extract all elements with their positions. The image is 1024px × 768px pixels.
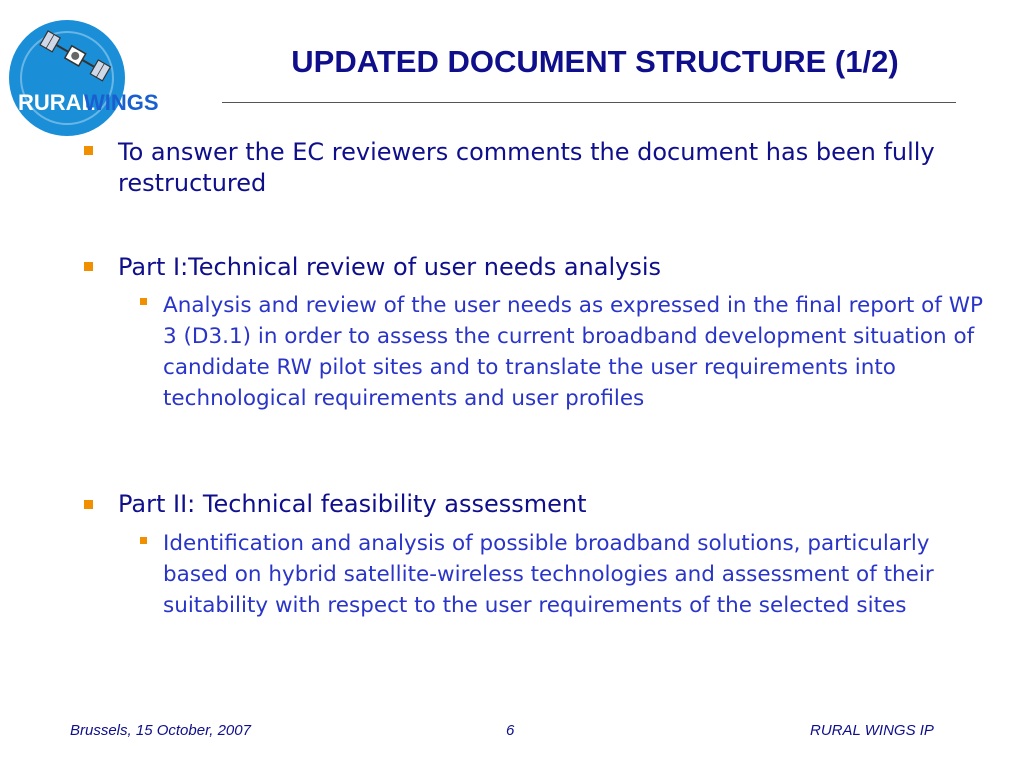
bullet-level1: Part II: Technical feasibility assessment [118, 490, 587, 518]
slide-title: UPDATED DOCUMENT STRUCTURE (1/2) [291, 44, 899, 79]
bullet-level2: Identification and analysis of possible broadband solutions, particularly based on hybrid satellite-wireless technologies and assessment of their suitability with respect to the user requirements of the selected sites [163, 531, 934, 618]
bullet-marker [84, 500, 93, 509]
footer-date: Brussels, 15 October, 2007 [70, 722, 251, 739]
bullet-level1: To answer the EC reviewers comments the document has been fully restructured [118, 138, 935, 197]
bullet-level2: Analysis and review of the user needs as expressed in the final report of WP 3 (D3.1) in order to assess the current broadband development situation of candidate RW pilot sites and to translate the user requirements into technological requirements and user profiles [163, 293, 983, 411]
footer-page-number: 6 [506, 722, 515, 739]
sub-bullet-marker [140, 537, 147, 544]
footer-project: RURAL WINGS IP [810, 722, 934, 739]
logo-text-rural: RURAL [18, 90, 95, 115]
bullet-level1: Part I:Technical review of user needs analysis [118, 253, 662, 281]
sub-bullet-marker [140, 298, 147, 305]
bullet-marker [84, 262, 93, 271]
bullet-marker [84, 146, 93, 155]
logo-text-wings: WINGS [84, 90, 159, 115]
